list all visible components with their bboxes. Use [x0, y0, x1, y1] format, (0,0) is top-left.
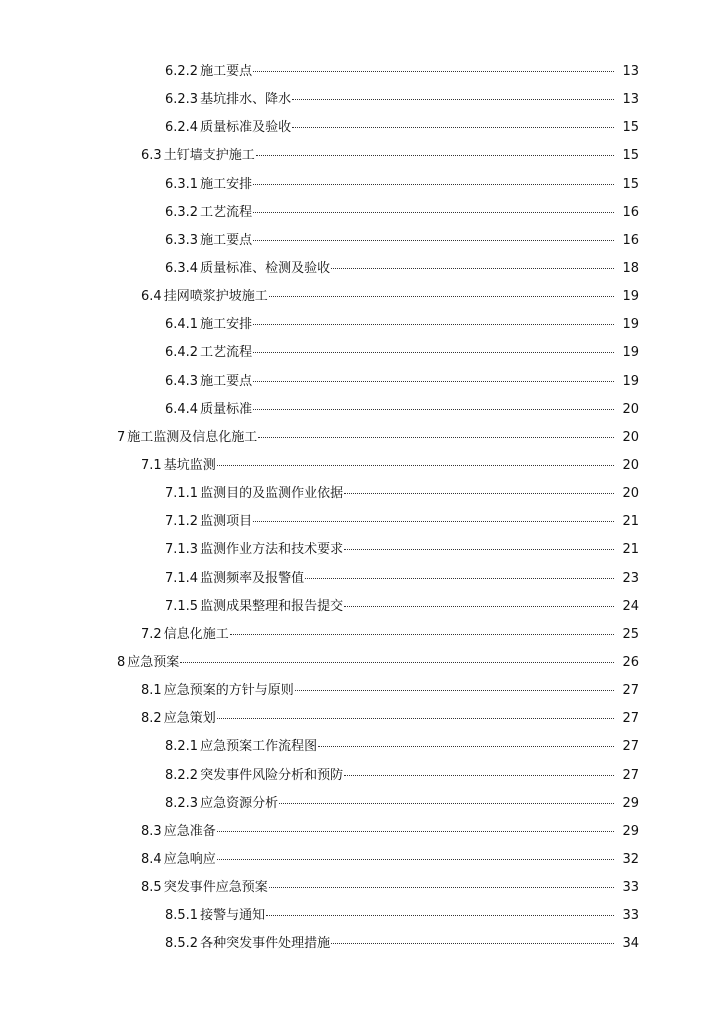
toc-entry-page-number: 19	[622, 317, 639, 333]
toc-entry-title: 质量标准	[200, 401, 253, 417]
dot-leader	[258, 437, 614, 438]
toc-entry-title: 质量标准、检测及验收	[200, 260, 331, 276]
toc-entry-number: 7.1	[141, 457, 162, 473]
dot-leader	[269, 887, 614, 888]
dot-leader	[253, 324, 614, 325]
toc-entry-number: 8.4	[141, 851, 162, 867]
dot-leader	[331, 943, 614, 944]
toc-entry[interactable]	[0, 58, 724, 86]
toc-entry-page-number: 15	[622, 176, 639, 192]
toc-entry[interactable]	[0, 480, 724, 508]
toc-entry-number: 8.2.2	[165, 767, 199, 783]
toc-entry-title: 接警与通知	[200, 908, 266, 924]
toc-entry-title: 施工要点	[200, 64, 253, 79]
toc-entry-page-number: 26	[622, 654, 639, 670]
toc-entry-number: 7.1.4	[165, 570, 199, 586]
toc-entry-title: 挂网喷浆护坡施工	[163, 289, 268, 305]
toc-entry-title: 工艺流程	[200, 204, 253, 220]
toc-entry[interactable]	[0, 536, 724, 564]
toc-entry[interactable]	[0, 171, 724, 199]
toc-entry-number: 6.3.4	[165, 260, 199, 276]
dot-leader	[305, 578, 614, 579]
toc-entry-title: 施工要点	[200, 232, 253, 248]
toc-entry-title: 监测成果整理和报告提交	[200, 598, 344, 614]
dot-leader	[344, 606, 614, 607]
toc-entry-page-number: 32	[622, 851, 639, 867]
toc-entry-number: 6.3	[141, 148, 162, 164]
toc-entry-number: 8.1	[141, 683, 162, 699]
toc-entry[interactable]	[0, 902, 724, 930]
toc-entry-number: 6.4	[141, 289, 162, 305]
toc-entry-title: 应急预案的方针与原则	[163, 683, 294, 699]
toc-entry[interactable]	[0, 199, 724, 227]
toc-entry-number: 6.2.4	[165, 120, 199, 136]
toc-entry-number: 8.5.2	[165, 936, 199, 952]
toc-entry-title: 应急响应	[163, 851, 216, 867]
toc-entry[interactable]	[0, 424, 724, 452]
toc-entry[interactable]	[0, 874, 724, 902]
toc-entry[interactable]	[0, 762, 724, 790]
toc-entry-title: 突发事件风险分析和预防	[200, 767, 344, 783]
toc-entry-page-number: 13	[622, 92, 639, 108]
toc-entry-page-number: 29	[622, 795, 639, 811]
toc-entry-number: 6.3.3	[165, 232, 199, 248]
toc-entry[interactable]	[0, 283, 724, 311]
toc-entry-page-number: 29	[622, 823, 639, 839]
toc-entry-number: 8.2	[141, 711, 162, 727]
toc-entry-number: 7.1.2	[165, 514, 199, 530]
toc-entry[interactable]	[0, 621, 724, 649]
dot-leader	[295, 690, 614, 691]
toc-entry-page-number: 33	[622, 880, 639, 896]
dot-leader	[253, 409, 614, 410]
toc-entry-number: 8.5	[141, 880, 162, 896]
toc-entry-number: 8.2.3	[165, 795, 199, 811]
dot-leader	[266, 915, 614, 916]
toc-entry[interactable]	[0, 677, 724, 705]
dot-leader	[318, 746, 614, 747]
dot-leader	[269, 296, 614, 297]
toc-entry-title: 基坑监测	[163, 457, 216, 473]
toc-entry[interactable]	[0, 818, 724, 846]
toc-entry-title: 质量标准及验收	[200, 120, 292, 136]
toc-entry-number: 7	[117, 429, 126, 445]
dot-leader	[344, 549, 614, 550]
toc-entry-page-number: 16	[622, 204, 639, 220]
toc-entry[interactable]	[0, 114, 724, 142]
toc-entry-page-number: 20	[622, 486, 639, 502]
toc-entry-page-number: 24	[622, 598, 639, 614]
toc-entry-title: 施工要点	[200, 373, 253, 389]
toc-entry-page-number: 20	[622, 429, 639, 445]
toc-entry[interactable]	[0, 593, 724, 621]
toc-entry-number: 6.4.3	[165, 373, 199, 389]
dot-leader	[279, 803, 614, 804]
toc-entry-page-number: 27	[622, 683, 639, 699]
toc-entry-page-number: 21	[622, 542, 639, 558]
toc-entry[interactable]	[0, 565, 724, 593]
toc-entry[interactable]	[0, 368, 724, 396]
toc-entry-number: 6.4.1	[165, 317, 199, 333]
toc-entry-page-number: 21	[622, 514, 639, 530]
dot-leader	[253, 381, 614, 382]
toc-entry-page-number: 19	[622, 345, 639, 361]
dot-leader	[217, 718, 614, 719]
toc-entry-number: 7.1.3	[165, 542, 199, 558]
dot-leader	[253, 212, 614, 213]
toc-entry[interactable]	[0, 227, 724, 255]
toc-entry-title: 应急准备	[163, 823, 216, 839]
dot-leader	[344, 493, 614, 494]
toc-entry[interactable]	[0, 790, 724, 818]
toc-entry-page-number: 18	[622, 260, 639, 276]
dot-leader	[217, 831, 614, 832]
dot-leader	[292, 127, 614, 128]
toc-entry-title: 施工安排	[200, 317, 253, 333]
table-of-contents	[0, 58, 724, 959]
toc-entry[interactable]	[0, 396, 724, 424]
toc-entry-page-number: 16	[622, 232, 639, 248]
toc-entry-title: 基坑排水、降水	[200, 92, 292, 108]
toc-entry-title: 应急资源分析	[200, 795, 279, 811]
toc-entry-page-number: 15	[622, 120, 639, 136]
toc-entry-title: 突发事件应急预案	[163, 880, 268, 896]
toc-entry[interactable]	[0, 142, 724, 170]
toc-entry-title: 应急预案	[127, 654, 180, 670]
toc-entry[interactable]	[0, 649, 724, 677]
toc-entry[interactable]	[0, 846, 724, 874]
toc-entry-title: 监测频率及报警值	[200, 570, 305, 586]
toc-entry-page-number: 19	[622, 373, 639, 389]
toc-entry-number: 7.1.1	[165, 486, 199, 502]
toc-entry-number: 6.2.3	[165, 92, 199, 108]
toc-entry[interactable]	[0, 339, 724, 367]
toc-entry-title: 各种突发事件处理措施	[200, 936, 331, 952]
toc-entry-title: 监测目的及监测作业依据	[200, 486, 344, 502]
toc-entry-number: 6.4.4	[165, 401, 199, 417]
toc-entry-number: 6.4.2	[165, 345, 199, 361]
dot-leader	[344, 775, 614, 776]
dot-leader	[256, 155, 614, 156]
toc-entry-title: 施工安排	[200, 176, 253, 192]
dot-leader	[253, 240, 614, 241]
toc-entry-page-number: 27	[622, 739, 639, 755]
toc-entry-title: 施工监测及信息化施工	[127, 429, 258, 445]
toc-entry-page-number: 23	[622, 570, 639, 586]
toc-entry[interactable]	[0, 930, 724, 958]
toc-entry[interactable]	[0, 255, 724, 283]
toc-entry-title: 应急预案工作流程图	[200, 739, 318, 755]
dot-leader	[217, 465, 614, 466]
dot-leader	[331, 268, 614, 269]
toc-entry[interactable]	[0, 311, 724, 339]
toc-entry[interactable]	[0, 452, 724, 480]
toc-entry-number: 6.2.2	[165, 64, 199, 79]
dot-leader	[217, 859, 614, 860]
toc-entry[interactable]	[0, 705, 724, 733]
toc-entry-page-number: 19	[622, 289, 639, 305]
toc-entry-page-number: 27	[622, 767, 639, 783]
toc-entry-number: 8.2.1	[165, 739, 199, 755]
toc-entry-page-number: 20	[622, 457, 639, 473]
toc-entry-page-number: 33	[622, 908, 639, 924]
dot-leader	[230, 634, 614, 635]
toc-entry[interactable]	[0, 508, 724, 536]
toc-entry-number: 6.3.1	[165, 176, 199, 192]
toc-entry-page-number: 34	[622, 936, 639, 952]
toc-entry-number: 8	[117, 654, 126, 670]
toc-entry-page-number: 25	[622, 626, 639, 642]
toc-entry-number: 7.1.5	[165, 598, 199, 614]
dot-leader	[253, 184, 614, 185]
toc-entry-page-number: 13	[622, 64, 639, 79]
toc-entry-page-number: 20	[622, 401, 639, 417]
toc-entry-title: 应急策划	[163, 711, 216, 727]
dot-leader	[292, 99, 614, 100]
toc-entry-title: 工艺流程	[200, 345, 253, 361]
toc-entry-title: 监测作业方法和技术要求	[200, 542, 344, 558]
toc-entry-title: 信息化施工	[163, 626, 229, 642]
toc-entry[interactable]	[0, 733, 724, 761]
toc-entry-page-number: 15	[622, 148, 639, 164]
dot-leader	[253, 521, 614, 522]
toc-entry-number: 6.3.2	[165, 204, 199, 220]
toc-entry-number: 7.2	[141, 626, 162, 642]
dot-leader	[253, 71, 614, 72]
toc-entry-number: 8.3	[141, 823, 162, 839]
toc-entry-title: 监测项目	[200, 514, 253, 530]
dot-leader	[253, 352, 614, 353]
toc-entry-page-number: 27	[622, 711, 639, 727]
toc-entry-number: 8.5.1	[165, 908, 199, 924]
dot-leader	[180, 662, 614, 663]
toc-entry-title: 土钉墙支护施工	[163, 148, 255, 164]
toc-entry[interactable]	[0, 86, 724, 114]
